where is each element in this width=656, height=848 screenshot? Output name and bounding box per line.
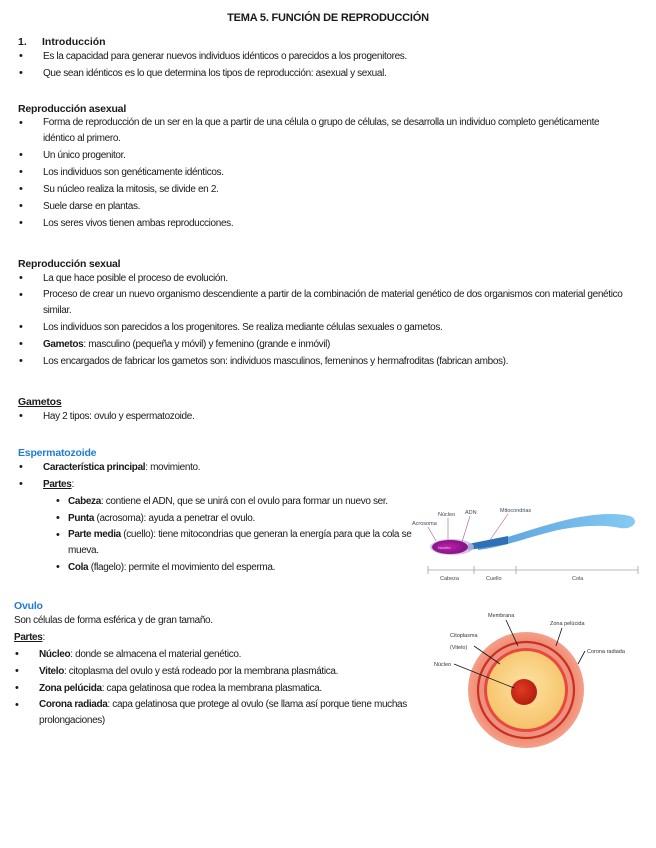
part-term: Cabeza	[68, 496, 101, 507]
part-term: Cola	[68, 562, 89, 573]
ovulo-heading: Ovulo	[14, 600, 43, 612]
ovum-diagram	[430, 606, 648, 756]
part-term: Zona pelúcida	[39, 683, 102, 694]
espermatozoide-list	[18, 459, 418, 576]
list-item	[43, 493, 418, 510]
part-desc: : contiene el ADN, que se unirá con el ovulo para formar un nuevo ser.	[100, 496, 388, 507]
list-item: • La que hace posible el proceso de evolución.	[18, 270, 638, 287]
part-desc: (cuello): tiene mitocondrias que generan la energía para que la cola se mueva.	[68, 529, 412, 556]
label-cuello: Cuello	[486, 576, 502, 582]
part-desc: : capa gelatinosa que rodea la membrana plasmatica.	[101, 683, 322, 694]
gametos-term: Gametos	[43, 339, 84, 350]
intro-list	[18, 48, 638, 82]
part-desc: : donde se almacena el material genético.	[70, 649, 242, 660]
list-item	[14, 697, 449, 729]
label-citoplasma: Citoplasma	[450, 633, 478, 639]
intro-heading-text: Introducción	[42, 36, 106, 48]
sperm-diagram	[408, 500, 648, 584]
label-nucleo: Núcleo	[438, 512, 456, 518]
part-term: Núcleo	[39, 649, 71, 660]
gametos-heading: Gametos	[18, 396, 62, 408]
head-label: Nucleo	[438, 545, 451, 550]
document-title: TEMA 5. FUNCIÓN DE REPRODUCCIÓN	[227, 12, 429, 24]
part-term: Punta	[68, 513, 95, 524]
label-cabeza: Cabeza	[440, 576, 459, 582]
list-item	[14, 663, 444, 680]
sexual-list	[18, 270, 638, 370]
ovulo-partes-term: Partes	[14, 632, 43, 643]
section-espermatozoide	[18, 447, 418, 576]
esperma-parts-list	[43, 493, 418, 576]
part-term: Vitelo	[39, 666, 64, 677]
intro-number: 1.	[18, 36, 27, 48]
caract-desc: : movimiento.	[145, 462, 201, 473]
list-item: • Los individuos son parecidos a los progenitores. Se realiza mediante células sexuales o gametos.	[18, 319, 638, 336]
list-item: • Los individuos son genéticamente idénticos.	[18, 164, 618, 181]
list-item: • Los seres vivos tienen ambas reproducciones.	[18, 215, 618, 232]
asexual-heading: Reproducción asexual	[18, 103, 127, 115]
ovulo-partes-label	[14, 629, 444, 646]
nucleus	[511, 679, 537, 705]
list-item	[43, 527, 423, 559]
list-item: • Su núcleo realiza la mitosis, se divide en 2.	[18, 181, 618, 198]
list-item: • Suele darse en plantas.	[18, 198, 618, 215]
list-item	[14, 680, 444, 697]
label-cola: Cola	[572, 576, 584, 582]
pointer-line	[428, 527, 436, 541]
label-adn: ADN	[465, 510, 477, 516]
partes-label: Partes	[43, 479, 72, 490]
label-corona: Corona radiada	[587, 649, 625, 655]
label-zona: Zona pelúcida	[550, 621, 585, 627]
list-item: • Un único progenitor.	[18, 147, 618, 164]
pointer-line	[462, 516, 470, 542]
part-desc: (acrosoma): ayuda a penetrar el ovulo.	[94, 513, 255, 524]
list-item: • Proceso de crear un nuevo organismo descendiente a partir de la combinación de material genético de dos organismos con material genético similar.	[18, 287, 643, 319]
list-item: • Forma de reproducción de un ser en la que a partir de una célula o grupo de células, se desarrolla un individuo completo genéticamente idéntico al primero.	[18, 115, 603, 147]
list-item: • Es la capacidad para generar nuevos individuos idénticos o parecidos a los progenitores.	[18, 48, 638, 65]
ovulo-list	[14, 646, 444, 729]
label-nucleo-ovum: Núcleo	[434, 662, 452, 668]
espermatozoide-heading: Espermatozoide	[18, 447, 97, 459]
section-gametos	[18, 396, 618, 425]
section-ovulo	[14, 600, 444, 729]
asexual-list	[18, 115, 618, 232]
list-item	[14, 646, 444, 663]
label-vitelo: (Vitelo)	[450, 645, 468, 651]
list-item: • Hay 2 tipos: ovulo y espermatozoide.	[18, 408, 618, 425]
caract-term: Característica principal	[43, 462, 146, 473]
sexual-heading: Reproducción sexual	[18, 258, 121, 270]
part-desc: : capa gelatinosa que protege al ovulo (se llama así porque tiene muchas prolongaciones)	[39, 699, 407, 726]
part-term: Parte media	[68, 529, 121, 540]
ovulo-partes-colon: :	[42, 632, 45, 643]
list-item: • Los encargados de fabricar los gametos son: individuos masculinos, femeninos y hermafroditas (fabrican ambos).	[18, 353, 638, 370]
list-item	[43, 559, 418, 576]
gametos-list	[18, 408, 618, 425]
section-sexual	[18, 258, 638, 370]
list-item: • Que sean idénticos es lo que determina los tipos de reproducción: asexual y sexual.	[18, 65, 638, 82]
section-intro	[18, 36, 638, 82]
part-term: Corona radiada	[39, 699, 108, 710]
ovulo-desc: Son células de forma esférica y de gran tamaño.	[14, 615, 213, 626]
list-item	[18, 336, 638, 353]
intro-heading	[18, 36, 638, 48]
pointer-line	[578, 651, 585, 664]
part-desc: (flagelo): permite el movimiento del esperma.	[88, 562, 276, 573]
partes-colon: :	[71, 479, 74, 490]
label-acrosoma: Acrosoma	[412, 521, 437, 527]
label-mitocondrias: Mitocondrias	[500, 508, 532, 514]
list-item	[18, 476, 418, 576]
label-membrana: Membrana	[488, 613, 515, 619]
section-asexual	[18, 103, 618, 232]
gametos-desc: : masculino (pequeña y móvil) y femenino (grande e inmóvil)	[83, 339, 331, 350]
part-desc: : citoplasma del ovulo y está rodeado por la membrana plasmática.	[63, 666, 339, 677]
pointer-line	[490, 514, 508, 540]
list-item	[43, 510, 418, 527]
list-item	[18, 459, 418, 476]
